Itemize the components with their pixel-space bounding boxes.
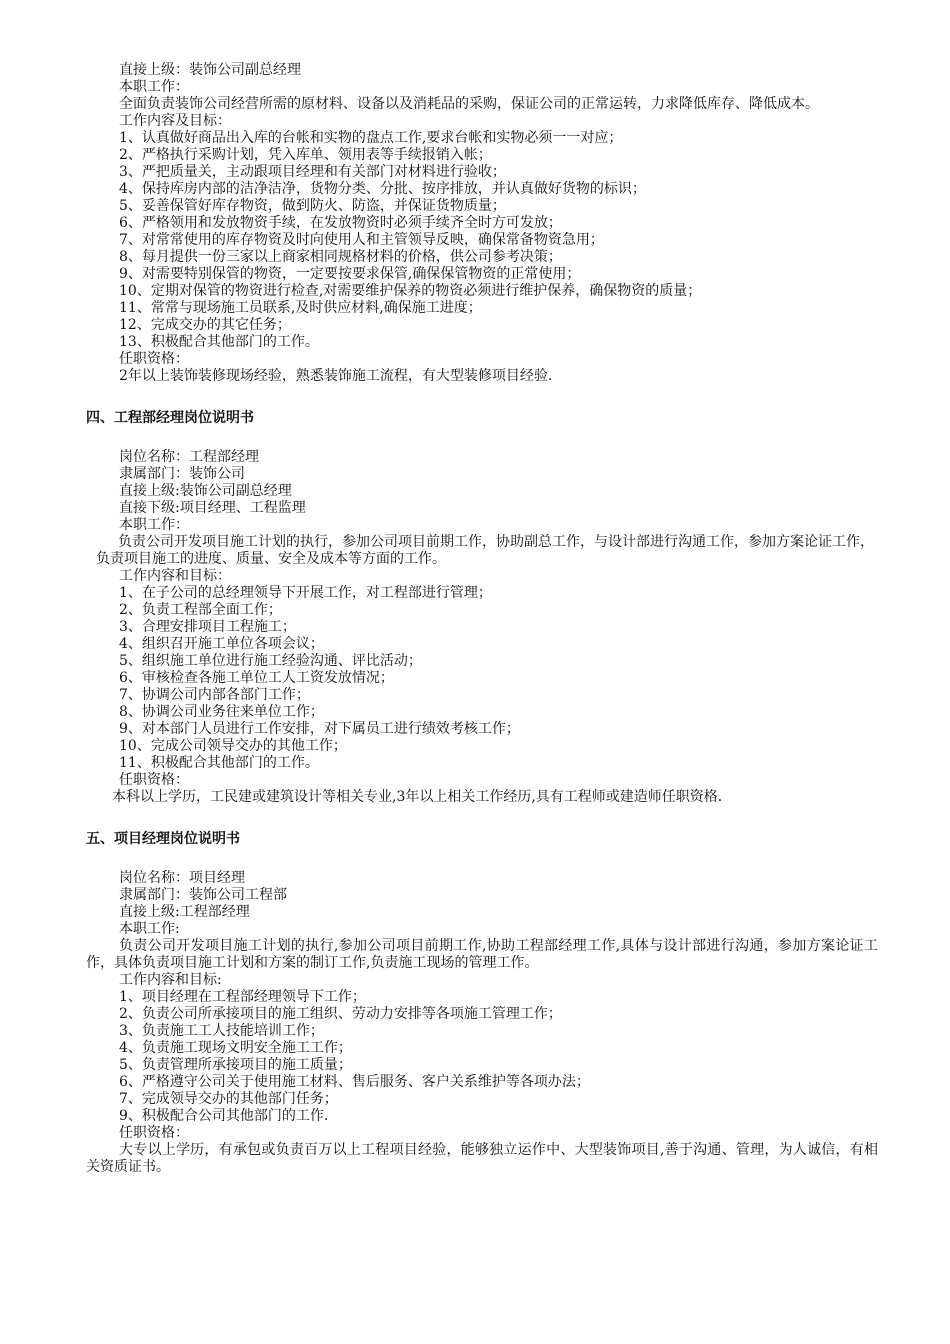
task-item: 5、妥善保管好库存物资，做到防火、防盗，并保证货物质量； [119, 198, 506, 214]
department-line: 隶属部门：装饰公司 [119, 466, 245, 482]
qualification-text: 本科以上学历，工民建或建筑设计等相关专业,3年以上相关工作经历,具有工程师或建造师任职资格. [112, 789, 723, 805]
task-item: 6、严格领用和发放物资手续，在发放物资时必须手续齐全时方可发放； [119, 215, 562, 231]
task-item: 9、对需要特别保管的物资，一定要按要求保管,确保保管物资的正常使用； [119, 266, 581, 282]
duty-text: 全面负责装饰公司经营所需的原材料、设备以及消耗品的采购，保证公司的正常运转，力求降低库存、降低成本。 [119, 96, 819, 112]
section-3 [86, 62, 878, 385]
task-item: 1、在子公司的总经理领导下开展工作，对工程部进行管理； [119, 585, 492, 601]
task-item: 7、对常常使用的库存物资及时向使用人和主管领导反映，确保常备物资急用； [119, 232, 604, 248]
qualification-label: 任职资格： [119, 772, 189, 788]
task-item: 7、协调公司内部各部门工作； [119, 687, 310, 703]
task-item: 1、认真做好商品出入库的台帐和实物的盘点工作,要求台帐和实物必须一一对应； [119, 130, 623, 146]
task-item: 3、负责施工工人技能培训工作； [119, 1023, 324, 1039]
tasks-label: 工作内容和目标： [119, 568, 231, 584]
task-item: 2、严格执行采购计划，凭入库单、领用表等手续报销入帐； [119, 147, 492, 163]
supervisor-line: 直接上级:工程部经理 [119, 904, 250, 920]
task-item: 2、负责公司所承接项目的施工组织、劳动力安排等各项施工管理工作； [119, 1006, 562, 1022]
task-item: 11、积极配合其他部门的工作。 [119, 755, 319, 771]
task-item: 1、项目经理在工程部经理领导下工作； [119, 989, 366, 1005]
task-item: 8、每月提供一份三家以上商家相同规格材料的价格，供公司参考决策； [119, 249, 562, 265]
tasks-label: 工作内容及目标： [119, 113, 231, 129]
section-5 [86, 830, 878, 1176]
task-list [86, 130, 878, 351]
task-item: 10、定期对保管的物资进行检查,对需要维护保养的物资必须进行维护保养，确保物资的质量； [119, 283, 702, 299]
task-item: 9、对本部门人员进行工作安排，对下属员工进行绩效考核工作； [119, 721, 520, 737]
qualification-text: 2年以上装饰装修现场经验，熟悉装饰施工流程，有大型装修项目经验. [119, 368, 553, 384]
task-item: 10、完成公司领导交办的其他工作； [119, 738, 347, 754]
task-item: 5、组织施工单位进行施工经验沟通、评比活动； [119, 653, 422, 669]
task-item: 3、严把质量关，主动跟项目经理和有关部门对材料进行验收； [119, 164, 506, 180]
task-item: 11、常常与现场施工员联系,及时供应材料,确保施工进度； [119, 300, 482, 316]
task-item: 3、合理安排项目工程施工； [119, 619, 296, 635]
document-page [86, 62, 878, 1176]
position-line: 岗位名称：项目经理 [119, 870, 245, 886]
task-list [86, 989, 878, 1125]
section-heading: 五、项目经理岗位说明书 [86, 831, 240, 847]
task-item: 4、保持库房内部的洁净洁净，货物分类、分批、按序排放，并认真做好货物的标识； [119, 181, 646, 197]
supervisor-line: 直接上级：装饰公司副总经理 [119, 62, 301, 78]
task-item: 13、积极配合其他部门的工作。 [119, 334, 319, 350]
task-item: 9、积极配合公司其他部门的工作. [119, 1108, 329, 1124]
qualification-label: 任职资格： [119, 351, 189, 367]
position-line: 岗位名称：工程部经理 [119, 449, 259, 465]
qualification-label: 任职资格： [119, 1125, 189, 1141]
subordinate-line: 直接下级:项目经理、工程监理 [119, 500, 306, 516]
task-item: 4、组织召开施工单位各项会议； [119, 636, 324, 652]
task-item: 2、负责工程部全面工作； [119, 602, 282, 618]
duty-text: 负责公司开发项目施工计划的执行,参加公司项目前期工作,协助工程部经理工作,具体与设计部进行沟通，参加方案论证工作，具体负责项目施工计划和方案的制订工作,负责施工现场的管理工作。 [86, 938, 878, 971]
section-4 [86, 409, 878, 806]
task-item: 5、负责管理所承接项目的施工质量； [119, 1057, 352, 1073]
duty-label: 本职工作： [119, 79, 189, 95]
supervisor-line: 直接上级:装饰公司副总经理 [119, 483, 292, 499]
task-item: 6、严格遵守公司关于使用施工材料、售后服务、客户关系维护等各项办法； [119, 1074, 590, 1090]
task-item: 4、负责施工现场文明安全施工工作； [119, 1040, 352, 1056]
task-list [86, 585, 878, 772]
duty-label: 本职工作： [119, 517, 189, 533]
duty-text: 负责公司开发项目施工计划的执行，参加公司项目前期工作，协助副总工作，与设计部进行沟通工作，参加方案论证工作，负责项目施工的进度、质量、安全及成本等方面的工作。 [96, 534, 874, 567]
task-item: 7、完成领导交办的其他部门任务； [119, 1091, 338, 1107]
tasks-label: 工作内容和目标: [119, 972, 222, 988]
task-item: 8、协调公司业务往来单位工作； [119, 704, 324, 720]
task-item: 12、完成交办的其它任务； [119, 317, 291, 333]
qualification-text: 大专以上学历，有承包或负责百万以上工程项目经验，能够独立运作中、大型装饰项目,善于沟通、管理，为人诚信，有相关资质证书。 [86, 1142, 878, 1175]
department-line: 隶属部门：装饰公司工程部 [119, 887, 287, 903]
task-item: 6、审核检查各施工单位工人工资发放情况； [119, 670, 394, 686]
section-heading: 四、工程部经理岗位说明书 [86, 410, 254, 426]
duty-label: 本职工作: [119, 921, 180, 937]
